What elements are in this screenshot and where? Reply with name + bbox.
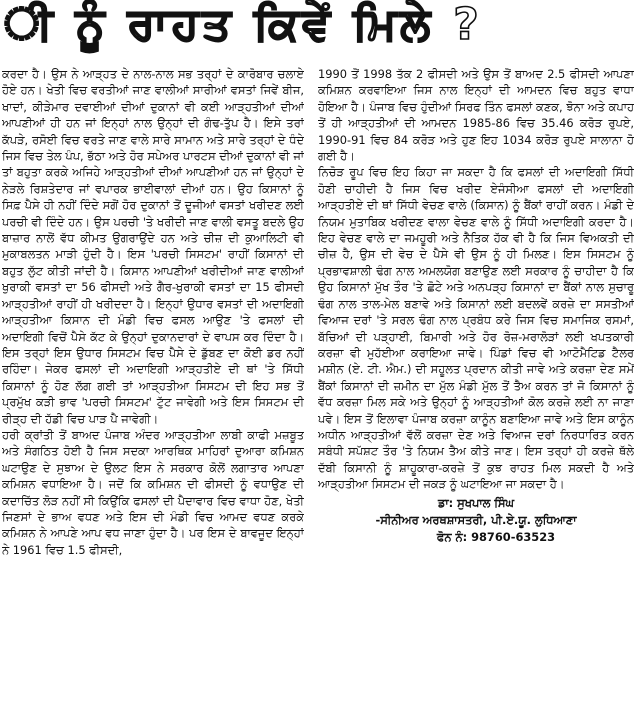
- author-phone: ਫੋਨ ਨੰ: 98760-63523: [436, 529, 556, 544]
- paragraph: 1990 ਤੋਂ 1998 ਤੱਕ 2 ਫੀਸਦੀ ਅਤੇ ਉਸ ਤੋਂ ਬਾਅਦ 2.5 ਫੀਸਦੀ ਆਪਣਾ ਕਮਿਸ਼ਨ ਕਰਵਾਇਆ ਜਿਸ ਨਾਲ ਇਨ੍ਹਾਂ ਦੀ ਆਮਦਨ ਵਿਚ ਬਹੁਤ ਵਾਧਾ ਹੋਇਆ ਹੈ। ਪੰਜਾਬ ਵਿਚ ਹੁੰਦੀਆਂ ਸਿਰਫ ਤਿੰਨ ਫਸਲਾਂ ਕਣਕ, ਝੋਨਾ ਅਤੇ ਕਪਾਹ ਤੋਂ ਹੀ ਆੜ੍ਹਤੀਆਂ ਦੀ ਆਮਦਨ 1985-86 ਵਿਚ 35.46 ਕਰੋੜ ਰੁਪਏ, 1990-91 ਵਿਚ 84 ਕਰੋੜ ਅਤੇ ਹੁਣ ਇਹ 1034 ਕਰੋੜ ਰੁਪਏ ਸਾਲਾਨਾ ਹੋ ਗਈ ਹੈ।: [318, 67, 634, 164]
- paragraph: ਹਰੀ ਕ੍ਰਾਂਤੀ ਤੋਂ ਬਾਅਦ ਪੰਜਾਬ ਅੰਦਰ ਆੜ੍ਹਤੀਆ ਲਾਬੀ ਕਾਫੀ ਮਜ਼ਬੂਤ ਅਤੇ ਸੰਗਠਿਤ ਹੋਈ ਹੈ ਜਿਸ ਸਦਕਾ ਆਰਥਿਕ ਮਾਹਿਰਾਂ ਦੁਆਰਾ ਕਮਿਸ਼ਨ ਘਟਾਉਣ ਦੇ ਸੁਝਾਅ ਦੇ ਉਲਟ ਇਸ ਨੇ ਸਰਕਾਰ ਕੋਲੋਂ ਲਗਾਤਾਰ ਆਪਣਾ ਕਮਿਸ਼ਨ ਵਧਾਇਆ ਹੈ। ਜਦੋਂ ਕਿ ਕਮਿਸ਼ਨ ਦੀ ਫੀਸਦੀ ਨੂੰ ਵਧਾਉਣ ਦੀ ਕਦਾਚਿੱਤ ਲੋੜ ਨਹੀਂ ਸੀ ਕਿਉਂਕਿ ਫਸਲਾਂ ਦੀ ਪੈਦਾਵਾਰ ਵਿਚ ਵਾਧਾ ਹੋਣ, ਖੇਤੀ ਜਿਣਸਾਂ ਦੇ ਭਾਅ ਵਧਣ ਅਤੇ ਇਸ ਦੀ ਮੰਡੀ ਵਿਚ ਆਮਦ ਵਧਣ ਕਰਕੇ ਕਮਿਸ਼ਨ ਨੇ ਆਪਣੇ ਆਪ ਵਧ ਜਾਣਾ ਹੁੰਦਾ ਹੈ। ਪਰ ਇਸ ਦੇ ਬਾਵਜੂਦ ਇਨ੍ਹਾਂ ਨੇ 1961 ਵਿਚ 1.5 ਫੀਸਦੀ,: [2, 427, 304, 557]
- paragraph: ਨਿਚੋੜ ਰੂਪ ਵਿਚ ਇਹ ਕਿਹਾ ਜਾ ਸਕਦਾ ਹੈ ਕਿ ਫਸਲਾਂ ਦੀ ਅਦਾਇਗੀ ਸਿੱਧੀ ਹੋਣੀ ਚਾਹੀਦੀ ਹੈ ਜਿਸ ਵਿਚ ਖਰੀਦ ਏਜੰਸੀਆ ਫਸਲਾਂ ਦੀ ਅਦਾਇਗੀ ਆੜ੍ਹਤੀਏ ਦੀ ਥਾਂ ਸਿੱਧੀ ਵੇਚਣ ਵਾਲੇ (ਕਿਸਾਨ) ਨੂੰ ਬੈਂਕਾਂ ਰਾਹੀਂ ਕਰਨ। ਮੰਡੀ ਦੇ ਨਿਯਮ ਮੁਤਾਬਿਕ ਖਰੀਦਣ ਵਾਲਾ ਵੇਚਣ ਵਾਲੇ ਨੂੰ ਸਿੱਧੀ ਅਦਾਇਗੀ ਕਰਦਾ ਹੈ। ਇਹ ਵੇਚਣ ਵਾਲੇ ਦਾ ਜਮਹੂਰੀ ਅਤੇ ਨੈਤਿਕ ਹੱਕ ਵੀ ਹੈ ਕਿ ਜਿਸ ਵਿਅਕਤੀ ਦੀ ਚੀਜ਼ ਹੈ, ਉਸ ਦੀ ਵੇਚ ਦੇ ਪੈਸੇ ਵੀ ਉਸ ਨੂੰ ਹੀ ਮਿਲਣ। ਇਸ ਸਿਸਟਮ ਨੂੰ ਪ੍ਰਭਾਵਸ਼ਾਲੀ ਢੰਗ ਨਾਲ ਅਮਲਯੋਗ ਬਣਾਉਣ ਲਈ ਸਰਕਾਰ ਨੂੰ ਚਾਹੀਦਾ ਹੈ ਕਿ ਉਹ ਕਿਸਾਨਾਂ ਮੁੱਖ ਤੌਰ 'ਤੇ ਛੋਟੇ ਅਤੇ ਅਨਪੜ੍ਹ ਕਿਸਾਨਾਂ ਦਾ ਬੈਂਕਾਂ ਨਾਲ ਸੁਚਾਰੂ ਢੰਗ ਨਾਲ ਤਾਲ-ਮੇਲ ਬਣਾਵੇ ਅਤੇ ਕਿਸਾਨਾਂ ਲਈ ਬਦਲਵੇਂ ਕਰਜ਼ੇ ਦਾ ਸਸਤੀਆਂ ਵਿਆਜ ਦਰਾਂ 'ਤੇ ਸਰਲ ਢੰਗ ਨਾਲ ਪ੍ਰਬੰਧ ਕਰੇ ਜਿਸ ਵਿਚ ਸਮਾਜਿਕ ਰਸਮਾਂ, ਬੱਚਿਆਂ ਦੀ ਪੜ੍ਹਾਈ, ਬਿਮਾਰੀ ਅਤੇ ਹੋਰ ਰੋਜ਼-ਮਰਾਲੋੜਾਂ ਲਈ ਖਪਤਕਾਰੀ ਕਰਜ਼ਾ ਵੀ ਮੁਹੱਈਆ ਕਰਾਇਆ ਜਾਵੇ। ਪਿੰਡਾਂ ਵਿਚ ਵੀ ਆਟੋਮੈਟਿਡ ਟੈਲਰ ਮਸ਼ੀਨ (ਏ. ਟੀ. ਐਮ.) ਦੀ ਸਹੂਲਤ ਪ੍ਰਦਾਨ ਕੀਤੀ ਜਾਵੇ ਅਤੇ ਕਰਜ਼ਾ ਦੇਣ ਸਮੇਂ ਬੈਂਕਾਂ ਕਿਸਾਨਾਂ ਦੀ ਜ਼ਮੀਨ ਦਾ ਮੁੱਲ ਮੰਡੀ ਮੁੱਲ ਤੋਂ ਤੈਅ ਕਰਨ ਤਾਂ ਜੋ ਕਿਸਾਨਾਂ ਨੂੰ ਵੱਧ ਕਰਜ਼ਾ ਮਿਲ ਸਕੇ ਅਤੇ ਉਨ੍ਹਾਂ ਨੂੰ ਆੜ੍ਹਤੀਆਂ ਕੋਲ ਕਰਜ਼ੇ ਲਈ ਨਾ ਜਾਣਾ ਪਵੇ। ਇਸ ਤੋਂ ਇਲਾਵਾ ਪੰਜਾਬ ਕਰਜ਼ਾ ਕਾਨੂੰਨ ਬਣਾਇਆ ਜਾਵੇ ਅਤੇ ਇਸ ਕਾਨੂੰਨ ਅਧੀਨ ਆੜ੍ਹਤੀਆਂ ਵੱਲੋਂ ਕਰਜ਼ਾ ਦੇਣ ਅਤੇ ਵਿਆਜ ਦਰਾਂ ਨਿਰਧਾਰਿਤ ਕਰਨ ਸਬੰਧੀ ਸਪੱਸ਼ਟ ਤੌਰ 'ਤੇ ਨਿਯਮ ਤੈਅ ਕੀਤੇ ਜਾਣ। ਇਸ ਤਰ੍ਹਾਂ ਹੀ ਕਰਜ਼ੇ ਥੱਲੇ ਦੱਬੀ ਕਿਸਾਨੀ ਨੂੰ ਸ਼ਾਹੂਕਾਰਾ-ਕਰਜ਼ੇ ਤੋਂ ਕੁਝ ਰਾਹਤ ਮਿਲ ਸਕਦੀ ਹੈ ਅਤੇ ਆੜ੍ਹਤੀਆ ਸਿਸਟਮ ਦੀ ਜਕੜ ਨੂੰ ਘਟਾਇਆ ਜਾ ਸਕਦਾ ਹੈ।: [318, 165, 634, 492]
- author-byline: [318, 495, 634, 546]
- author-designation: -ਸੀਨੀਅਰ ਅਰਥਸ਼ਾਸਤਰੀ, ਪੀ.ਏ.ਯੂ. ਲੁਧਿਆਣਾ: [375, 512, 577, 527]
- article-headline: ੀ ਨੂੰ ਰਾਹਤ ਕਿਵੇਂ ਮਿਲੇ ?: [4, 0, 483, 50]
- left-text-column: [2, 66, 304, 707]
- author-name: ਡਾ: ਸੁਖਪਾਲ ਸਿੰਘ: [438, 495, 514, 510]
- right-text-column: [318, 66, 634, 707]
- paragraph: ਕਰਦਾ ਹੈ। ਉਸ ਨੇ ਆੜ੍ਹਤ ਦੇ ਨਾਲ-ਨਾਲ ਸਭ ਤਰ੍ਹਾਂ ਦੇ ਕਾਰੋਬਾਰ ਚਲਾਏ ਹੋਏ ਹਨ। ਖੇਤੀ ਵਿਚ ਵਰਤੀਆਂ ਜਾਣ ਵਾਲੀਆਂ ਸਾਰੀਆਂ ਵਸਤਾਂ ਜਿਵੇਂ ਬੀਜ, ਖਾਦਾਂ, ਕੀੜੇਮਾਰ ਦਵਾਈਆਂ ਦੀਆਂ ਦੁਕਾਨਾਂ ਵੀ ਕਈ ਆੜ੍ਹਤੀਆਂ ਦੀਆਂ ਆਪਣੀਆਂ ਹੀ ਹਨ ਜਾਂ ਇਨ੍ਹਾਂ ਨਾਲ ਉਨ੍ਹਾਂ ਦੀ ਗੰਢ-ਤੁੱਪ ਹੈ। ਇਸੇ ਤਰਾਂ ਕੱਪੜੇ, ਰਸੋਈ ਵਿਚ ਵਰਤੇ ਜਾਣ ਵਾਲੇ ਸਾਰੇ ਸਾਮਾਨ ਅਤੇ ਸਾਰੇ ਤਰ੍ਹਾਂ ਦੇ ਧੰਦੇ ਜਿਸ ਵਿਚ ਤੇਲ ਪੰਪ, ਭੱਠਾ ਅਤੇ ਹੋਰ ਸਪੇਅਰ ਪਾਰਟਸ ਦੀਆਂ ਦੁਕਾਨਾਂ ਵੀ ਜਾਂ ਤਾਂ ਬਹੁਤਾ ਕਰਕੇ ਅਜਿਹੇ ਆੜ੍ਹਤੀਆਂ ਦੀਆਂ ਆਪਣੀਆਂ ਹਨ ਜਾਂ ਉਨ੍ਹਾਂ ਦੇ ਨੇੜਲੇ ਰਿਸ਼ਤੇਦਾਰ ਜਾਂ ਵਪਾਰਕ ਭਾਈਵਾਲਾਂ ਦੀਆਂ ਹਨ। ਉਹ ਕਿਸਾਨਾਂ ਨੂੰ ਸਿਫ਼ ਪੈਸੇ ਹੀ ਨਹੀਂ ਦਿੰਦੇ ਸਗੋਂ ਹੋਰ ਦੁਕਾਨਾਂ ਤੋਂ ਦੂਜੀਆਂ ਵਸਤਾਂ ਖਰੀਦਣ ਲਈ ਪਰਚੀ ਵੀ ਦਿੰਦੇ ਹਨ। ਉਸ ਪਰਚੀ 'ਤੇ ਖਰੀਦੀ ਜਾਣ ਵਾਲੀ ਵਸਤੂ ਬਦਲੇ ਉਹ ਬਾਜ਼ਾਰ ਨਾਲੋਂ ਵੱਧ ਕੀਮਤ ਉਗਰਾਉਂਦੇ ਹਨ ਅਤੇ ਚੀਜ਼ ਦੀ ਕੁਆਲਿਟੀ ਵੀ ਮੁਕਾਬਲਤਨ ਮਾੜੀ ਹੁੰਦੀ ਹੈ। ਇਸ 'ਪਰਚੀ ਸਿਸਟਮ' ਰਾਹੀਂ ਕਿਸਾਨਾਂ ਦੀ ਬਹੁਤ ਲੁੱਟ ਕੀਤੀ ਜਾਂਦੀ ਹੈ। ਕਿਸਾਨ ਆਪਣੀਆਂ ਖਰੀਦੀਆਂ ਜਾਣ ਵਾਲੀਆਂ ਖੁਰਾਕੀ ਵਸਤਾਂ ਦਾ 56 ਫੀਸਦੀ ਅਤੇ ਗੈਰ-ਖੁਰਾਕੀ ਵਸਤਾਂ ਦਾ 15 ਫੀਸਦੀ ਆੜ੍ਹਤੀਆਂ ਰਾਹੀਂ ਹੀ ਖਰੀਦਦਾ ਹੈ। ਇਨ੍ਹਾਂ ਉਧਾਰ ਵਸਤਾਂ ਦੀ ਅਦਾਇਗੀ ਆੜ੍ਹਤੀਆ ਕਿਸਾਨ ਦੀ ਮੰਡੀ ਵਿਚ ਫਸਲ ਆਉਣ 'ਤੇ ਫਸਲਾਂ ਦੀ ਅਦਾਇਗੀ ਵਿਚੋਂ ਪੈਸੇ ਕੱਟ ਕੇ ਉਨ੍ਹਾਂ ਦੁਕਾਨਦਾਰਾਂ ਦੇ ਵਾਪਸ ਕਰ ਦਿੰਦਾ ਹੈ। ਇਸ ਤਰ੍ਹਾਂ ਇਸ ਉਧਾਰ ਸਿਸਟਮ ਵਿਚ ਪੈਸੇ ਦੇ ਡੁੱਬਣ ਦਾ ਕੋਈ ਡਰ ਨਹੀਂ ਰਹਿੰਦਾ। ਜੇਕਰ ਫਸਲਾਂ ਦੀ ਅਦਾਇਗੀ ਆੜ੍ਹਤੀਏ ਦੀ ਥਾਂ 'ਤੇ ਸਿੱਧੀ ਕਿਸਾਨਾਂ ਨੂੰ ਹੋਣ ਲੱਗ ਗਈ ਤਾਂ ਆੜ੍ਹਤੀਆ ਸਿਸਟਮ ਦੀ ਇਹ ਸਭ ਤੋਂ ਪ੍ਰਮੁੱਖ ਕੜੀ ਭਾਵ 'ਪਰਚੀ ਸਿਸਟਮ' ਟੁੱਟ ਜਾਵੇਗੀ ਅਤੇ ਇਸ ਸਿਸਟਮ ਦੀ ਰੀੜ੍ਹ ਦੀ ਹੱਡੀ ਵਿਚ ਪਾੜ ਪੈ ਜਾਵੇਗੀ।: [2, 67, 304, 426]
